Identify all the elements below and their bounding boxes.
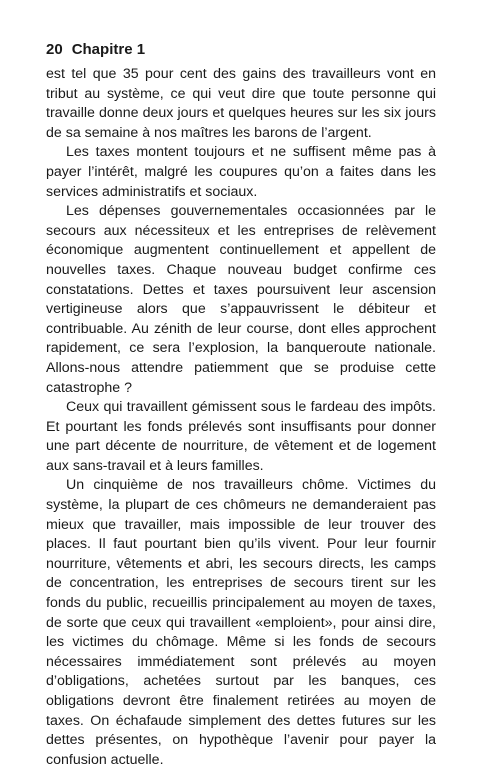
book-page — [46, 40, 436, 770]
page-number: 20 — [46, 41, 63, 58]
paragraph: Les taxes montent toujours et ne suffisent même pas à payer l’intérêt, malgré les coupures qu’on a faites dans les services administratifs et sociaux. — [46, 144, 436, 200]
body-text — [46, 65, 436, 770]
paragraph-continued: est tel que 35 pour cent des gains des travailleurs vont en tribut au système, ce qui veut dire que toute personne qui travaille donne deux jours et quelques heures sur les six jours de sa semaine à nos maîtres les barons de l’argent. — [46, 66, 436, 141]
paragraph: Un cinquième de nos travailleurs chôme. Victimes du système, la plupart de ces chômeurs ne demanderaient pas mieux que travailler, mais impossible de leur trouver des places. Il faut pourtant bien qu’ils vivent. Pour leur fournir nourriture, vêtements et abri, les secours directs, les camps de concentration, les entreprises de secours tirent sur les fonds du public, recueillis principalement au moyen de taxes, de sorte que ceux qui travaillent «emploient», pour ainsi dire, les victimes du chômage. Même si les fonds de secours nécessaires immédiatement sont prélevés au moyen d’obligations, achetées surtout par les banques, ces obligations devront être finalement retirées au moyen de taxes. On échafaude simplement des dettes futures sur les dettes présentes, on hypothèque l’avenir pour payer la confusion actuelle. — [46, 477, 436, 768]
paragraph: Ceux qui travaillent gémissent sous le fardeau des impôts. Et pourtant les fonds prélevés sont insuffisants pour donner une part décente de nourriture, de vêtement et de logement aux sans-travail et à leurs familles. — [46, 399, 436, 474]
paragraph: Les dépenses gouvernementales occasionnées par le secours aux nécessiteux et les entreprises de relèvement économique augmentent continuellement et appellent de nouvelles taxes. Chaque nouveau budget confirme ces constatations. Dettes et taxes poursuivent leur ascension vertigineuse alors que s’appauvrissent le débiteur et contribuable. Au zénith de leur course, dont elles approchent rapidement, ce sera l’explosion, la banqueroute nationale. Allons-nous attendre patiemment que se produise cette catastrophe ? — [46, 203, 436, 396]
chapter-title: Chapitre 1 — [71, 41, 146, 58]
running-head — [46, 40, 436, 60]
